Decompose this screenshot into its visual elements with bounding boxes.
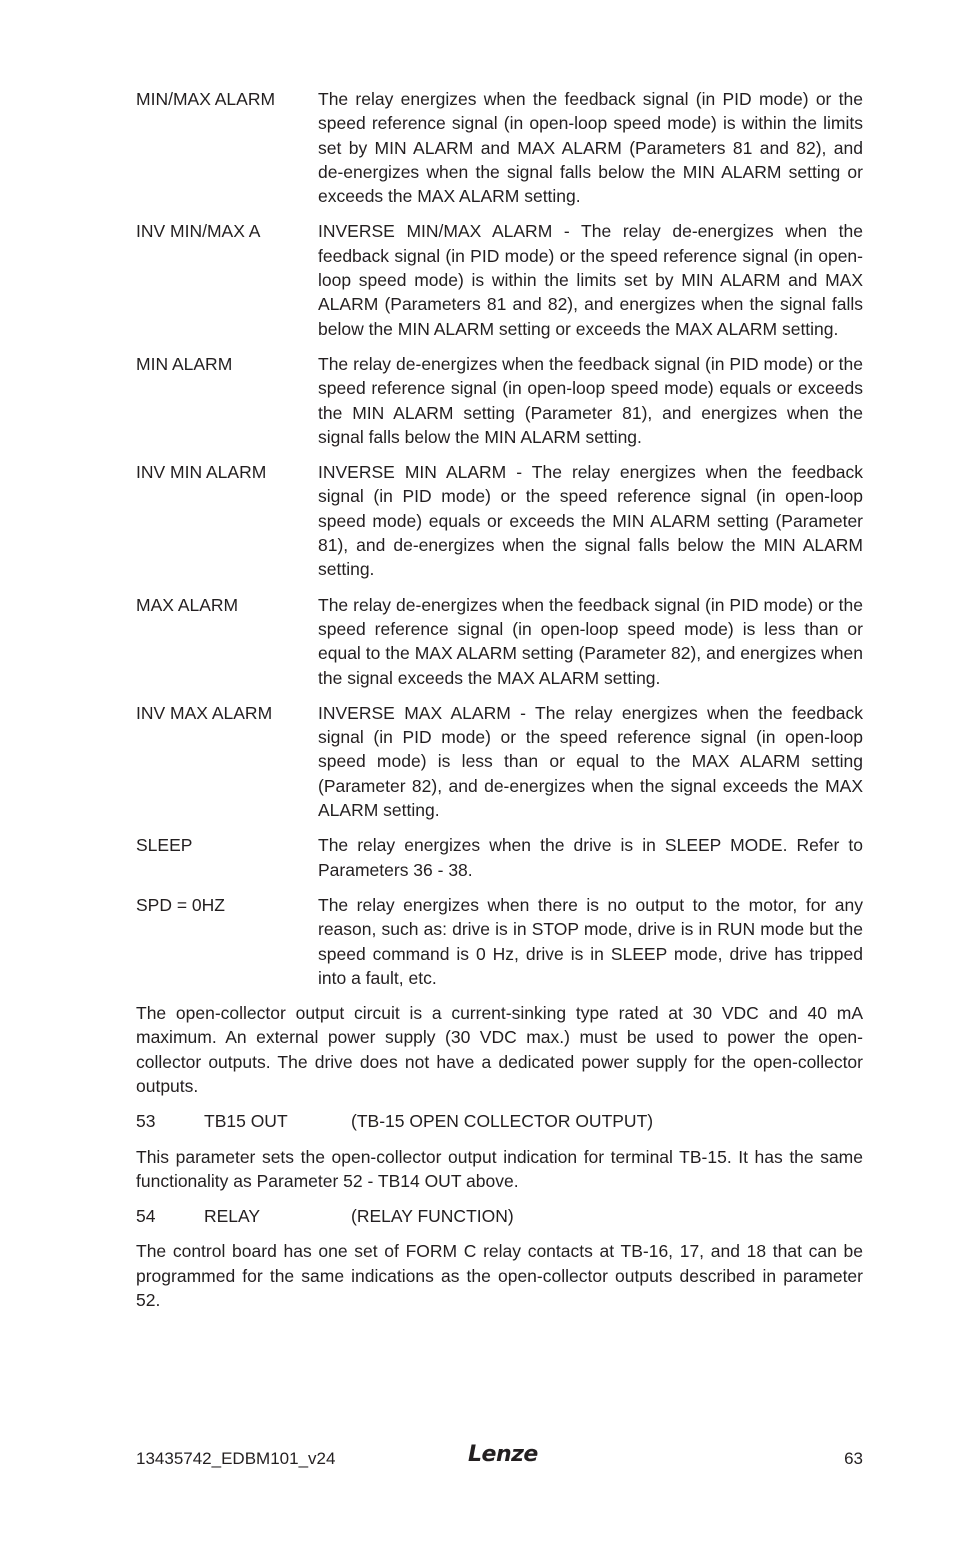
definition-term: INV MIN/MAX A — [136, 221, 261, 242]
definition-row — [136, 701, 863, 822]
definition-desc: The relay de-energizes when the feedback signal (in PID mode) or the speed reference signal (in open-loop speed mode) equals or exceeds the MIN ALARM setting (Parameter 81), and energizes when the signal falls below the MIN ALARM setting. — [318, 353, 863, 447]
lenze-logo: Lenze — [468, 1442, 538, 1467]
parameter-description: (TB-15 OPEN COLLECTOR OUTPUT) — [351, 1111, 654, 1132]
definition-term: INV MIN ALARM — [136, 462, 267, 483]
parameter-number: 53 — [136, 1111, 156, 1132]
open-collector-paragraph: The open-collector output circuit is a current-sinking type rated at 30 VDC and 40 mA maximum. An external power supply (30 VDC max.) must be used to power the open-collector outputs. The drive does not have a dedicated power supply for the open-collector outputs. — [136, 1003, 863, 1096]
definition-row — [136, 219, 863, 340]
definition-row — [136, 352, 863, 449]
document-id: 13435742_EDBM101_v24 — [136, 1449, 336, 1468]
relay-paragraph: The control board has one set of FORM C relay contacts at TB-16, 17, and 18 that can be programmed for the same indications as the open-collector outputs described in parameter 52. — [136, 1241, 863, 1311]
definition-term: SLEEP — [136, 835, 193, 856]
definition-row — [136, 833, 863, 882]
definition-desc: INVERSE MIN ALARM - The relay energizes when the feedback signal (in PID mode) or the speed reference signal (in open-loop speed mode) equals or exceeds the MIN ALARM setting (Parameter 81), and de-energizes when the signal falls below the MIN ALARM setting. — [318, 462, 863, 580]
parameter-name: TB15 OUT — [204, 1111, 288, 1132]
definition-term: INV MAX ALARM — [136, 702, 273, 723]
definition-row — [136, 593, 863, 690]
parameter-number: 54 — [136, 1206, 156, 1227]
definition-row — [136, 460, 863, 581]
definition-desc: The relay energizes when there is no output to the motor, for any reason, such as: drive is in STOP mode, drive is in RUN mode but the speed command is 0 Hz, drive is in SLEEP mode, drive has tripped into a fault, etc. — [318, 894, 863, 988]
definition-row — [136, 87, 863, 208]
definition-term: SPD = 0HZ — [136, 894, 225, 915]
parameter-description: (RELAY FUNCTION) — [351, 1206, 514, 1227]
page-number: 63 — [844, 1449, 863, 1468]
definition-term: MIN ALARM — [136, 353, 233, 374]
page-footer — [136, 1442, 863, 1472]
definition-desc: INVERSE MAX ALARM - The relay energizes when the feedback signal (in PID mode) or the speed reference signal (in open-loop speed mode) is less than or equal to the MAX ALARM setting (Parameter 82), and de-energizes when the signal exceeds the MAX ALARM setting. — [318, 702, 863, 821]
definition-row — [136, 893, 863, 990]
definition-desc: The relay energizes when the feedback signal (in PID mode) or the speed reference signal (in open-loop speed mode) is within the limits set by MIN ALARM and MAX ALARM (Parameters 81 and 82), and de-energizes when the signal falls below the MIN ALARM setting or exceeds the MAX ALARM setting. — [318, 89, 863, 207]
definition-desc: The relay energizes when the drive is in SLEEP MODE. Refer to Parameters 36 - 38. — [318, 835, 863, 880]
definition-desc: The relay de-energizes when the feedback signal (in PID mode) or the speed reference signal (in open-loop speed mode) is less than or equal to the MAX ALARM setting (Parameter 82), and energizes when the signal exceeds the MAX ALARM setting. — [318, 594, 863, 688]
definition-term: MAX ALARM — [136, 594, 239, 615]
parameter-54-heading — [136, 1204, 863, 1228]
parameter-53-heading — [136, 1109, 863, 1133]
definition-term: MIN/MAX ALARM — [136, 89, 276, 109]
tb15-paragraph: This parameter sets the open-collector output indication for terminal TB-15. It has the same functionality as Parameter 52 - TB14 OUT above. — [136, 1146, 863, 1191]
definition-desc: INVERSE MIN/MAX ALARM - The relay de-energizes when the feedback signal (in PID mode) or the speed reference signal (in open-loop speed mode) is within the limits set by MIN ALARM and MAX ALARM (Parameters 81 and 82), and energizes when the signal falls below the MIN ALARM setting or exceeds the MAX ALARM setting. — [318, 221, 863, 339]
parameter-name: RELAY — [204, 1206, 261, 1227]
page-content — [136, 87, 863, 1323]
